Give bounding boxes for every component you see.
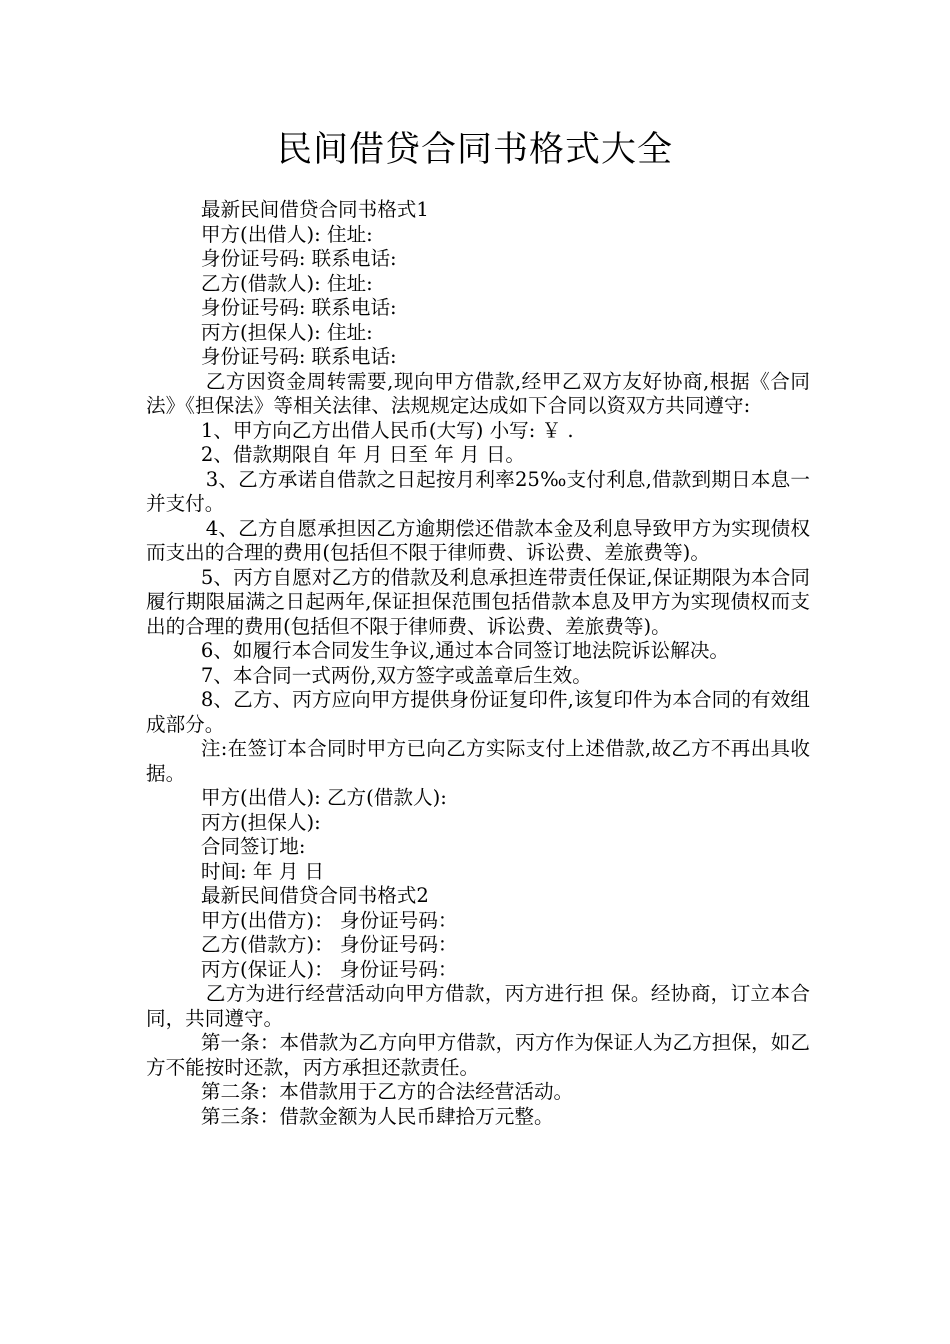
signing-date-line: 时间: 年 月 日 [200, 859, 325, 883]
clause-7: 7、本合同一式两份,双方签字或盖章后生效。 [200, 663, 592, 687]
party-c-line: 丙方(担保人): 住址: [200, 320, 373, 344]
party-b-line: 乙方(借款人): 住址: [200, 271, 373, 295]
party-a-line: 甲方(出借人): 住址: [200, 222, 373, 246]
section-heading-format-1: 最新民间借贷合同书格式1 [200, 198, 429, 221]
clause-3: 3、乙方承诺自借款之日起按月利率25‰支付利息,借款到期日本息一并支付。 [146, 467, 810, 515]
clause-1: 1、甲方向乙方出借人民币(大写) 小写: ￥ . [200, 418, 574, 442]
clause-6: 6、如履行本合同发生争议,通过本合同签订地法院诉讼解决。 [200, 639, 730, 662]
note-paragraph: 注:在签订本合同时甲方已向乙方实际支付上述借款,故乙方不再出具收据。 [146, 737, 810, 785]
clause-5: 5、丙方自愿对乙方的借款及利息承担连带责任保证,保证期限为本合同履行期限届满之日起两年,保证担保范围包括借款本息及甲方为实现债权而支出的合理的费用(包括但不限于律师费、诉讼费、差旅费等)。 [146, 565, 810, 638]
signature-guarantor-line: 丙方(担保人): [200, 810, 321, 834]
clause-4: 4、乙方自愿承担因乙方逾期偿还借款本金及利息导致甲方为实现债权而支出的合理的费用(包括但不限于律师费、诉讼费、差旅费等)。 [146, 516, 810, 564]
lender-line: 甲方(出借方)： 身份证号码： [200, 908, 458, 932]
signature-parties-line: 甲方(出借人): 乙方(借款人): [200, 786, 447, 809]
preamble-paragraph: 乙方因资金周转需要,现向甲方借款,经甲乙双方友好协商,根据《合同法》《担保法》等相关法律、法规规定达成如下合同以资双方共同遵守: [146, 369, 810, 417]
document-title: 民间借贷合同书格式大全 [276, 130, 673, 170]
party-c-id-line: 身份证号码: 联系电话: [200, 345, 397, 368]
party-b-id-line: 身份证号码: 联系电话: [200, 296, 397, 319]
clause-2: 2、借款期限自 年 月 日至 年 月 日。 [200, 443, 526, 466]
clause-8: 8、乙方、丙方应向甲方提供身份证复印件,该复印件为本合同的有效组成部分。 [146, 688, 810, 736]
article-3: 第三条：借款金额为人民币肆拾万元整。 [200, 1104, 554, 1128]
article-2: 第二条：本借款用于乙方的合法经营活动。 [200, 1080, 574, 1103]
article-1: 第一条：本借款为乙方向甲方借款，丙方作为保证人为乙方担保，如乙方不能按时还款，丙方承担还款责任。 [146, 1031, 810, 1079]
section-heading-format-2: 最新民间借贷合同书格式2 [200, 884, 429, 907]
borrower-line: 乙方(借款方)： 身份证号码： [200, 933, 458, 956]
preamble-paragraph-2: 乙方为进行经营活动向甲方借款，丙方进行担 保。经协商，订立本合同，共同遵守。 [146, 982, 810, 1030]
party-a-id-line: 身份证号码: 联系电话: [200, 247, 397, 270]
document-body [146, 198, 810, 1129]
guarantor-line: 丙方(保证人)： 身份证号码： [200, 957, 458, 981]
signing-place-line: 合同签订地: [200, 835, 306, 858]
